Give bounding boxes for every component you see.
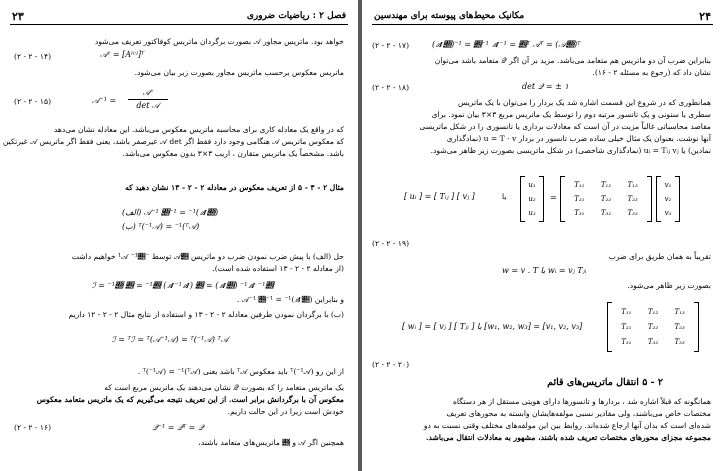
equals-sign: = bbox=[550, 193, 557, 202]
matrix-entry: T₂₂ bbox=[647, 322, 659, 331]
equation-w-vT: w = v . T یا wᵢ = vⱼ Tⱼᵢ bbox=[502, 266, 587, 275]
equation-number: (۲ - ۲ - ۲۰) bbox=[372, 360, 410, 369]
left-page bbox=[0, 0, 358, 471]
text-line: یک ماتریس متعامد را که بصورت 𝒬 نشان می‌دهند یک ماتریس مربع است که bbox=[104, 383, 344, 392]
page-number: ۲۳ bbox=[12, 10, 24, 23]
matrix-right-bracket bbox=[539, 176, 544, 222]
matrix-entry: T₂₂ bbox=[600, 195, 612, 203]
equation-17: (𝒜𝒝)⁻¹ = 𝒝⁻¹ 𝒜⁻¹ = 𝒝ᵀ 𝒜ᵀ = (𝒜𝒝)ᵀ bbox=[432, 40, 581, 49]
text-line: مختصات خاص می‌باشند، ولی مقادیر نسبی مولفه‌هایشان وابسته به محورهای تعریف bbox=[446, 409, 711, 418]
chapter-title: فصل ۲ : ریاضیات ضروری bbox=[246, 11, 346, 21]
text-line: باشد. مشخصاً یک ماتریس متقارن ، اریب ۳×۳ بدون معکوس می‌باشد. bbox=[122, 149, 344, 158]
equation-adjugate: 𝒜ᶜ = [A⁽ᶜ⁾]ᵀ bbox=[100, 50, 145, 59]
matrix-entries bbox=[662, 178, 674, 220]
matrix-entry: T₃₃ bbox=[674, 338, 685, 347]
fraction-denominator: det 𝒜 bbox=[136, 101, 160, 110]
matrix-entry: T₂₃ bbox=[674, 322, 685, 331]
matrix-left-bracket bbox=[560, 176, 565, 222]
matrix-entry: T₃₂ bbox=[647, 338, 659, 347]
text-line: که در واقع یک معادله کاری برای محاسبه ماتریس معکوس می‌باشد. این معادله نشان می‌دهد bbox=[53, 125, 344, 134]
matrix-entries bbox=[526, 178, 538, 220]
equation-inverse-fraction bbox=[128, 88, 168, 111]
equation-18: det 𝒬 = ± ۱ bbox=[522, 82, 569, 91]
equation-number: (۲ - ۲ - ۱۷) bbox=[372, 41, 410, 50]
text-line: معکوس آن با برگردانش برابر است. از این تعریف نتیجه می‌گیریم که یک ماتریس متعامد معکوس bbox=[36, 395, 344, 404]
equation-number: (۲ - ۲ - ۱۶) bbox=[14, 423, 52, 432]
fraction-bar bbox=[128, 99, 168, 100]
matrix-entry: T₁₁ bbox=[621, 307, 632, 316]
right-page bbox=[362, 0, 723, 471]
matrix-entry: T₁₂ bbox=[600, 181, 612, 189]
matrix-entry: T₁₃ bbox=[674, 307, 685, 316]
text-line: آنها نوشت. بعنوان یک مثال خیلی ساده ضرب تانسور در بردار u = T · v (نمادگذاری bbox=[446, 134, 711, 143]
page-header bbox=[10, 10, 348, 25]
matrix-entry: T₃₁ bbox=[621, 338, 632, 347]
text-line: نشان داد که (رجوع به مسئله ۲ - ۱۶). bbox=[592, 68, 711, 77]
text-line: حل (الف) با پیش ضرب نمودن ضرب دو ماتریس 𝒜𝒝 توسط ⁻¹𝒜 ⁻¹𝒝 خواهیم داشت bbox=[71, 252, 344, 261]
matrix-entry: T₁₂ bbox=[647, 307, 659, 316]
text-line: خواهد بود. ماتریس مجاور 𝒜 بصورت برگردان ماتریس کوفاکتور تعریف می‌شود bbox=[94, 37, 344, 46]
matrix-entry: T₃₁ bbox=[574, 209, 585, 217]
matrix-entry: T₂₁ bbox=[574, 195, 585, 203]
matrix-entries bbox=[613, 304, 693, 350]
matrix-equation-lhs: [ uᵢ ] = [ Tᵢⱼ ] [ vⱼ ] bbox=[404, 192, 475, 201]
matrix-entries bbox=[566, 178, 646, 220]
text-line: همانطوری که در شروع این قسمت اشاره شد یک بردار را می‌توان با یک ماتریس bbox=[458, 98, 711, 107]
text-line: بصورت زیر ظاهر می‌شود. bbox=[627, 281, 711, 290]
equation-orthogonal: 𝒬⁻¹ = 𝒬ᵀ = 𝒬 bbox=[152, 423, 204, 432]
text-line: تقریباً به همان طریق برای ضرب bbox=[608, 252, 711, 261]
matrix-entry: u₁ bbox=[528, 181, 536, 189]
matrix-entry: u₂ bbox=[528, 195, 536, 203]
text-line: مجموعه مجزای محورهای مختصات تعریف شده باشند، مشهور به معادلات انتقال می‌باشد. bbox=[425, 433, 711, 442]
matrix-entry: T₃₃ bbox=[627, 209, 638, 217]
v-column-vector bbox=[656, 176, 680, 222]
example-part-a: (الف) 𝒜⁻¹ 𝒝⁻¹ = ⁻¹(𝒜𝒝) bbox=[122, 208, 219, 217]
text-line: همانگونه که قبلاً اشاره شد ، بردارها و تانسورها دارای هویتی مستقل از هر دستگاه bbox=[452, 397, 711, 406]
equation-number: (۲ - ۲ - ۱۹) bbox=[372, 239, 410, 248]
text-line: مقاصد محاسباتی غالباً مزیت در آن است که معادلات برداری یا تانسوری را در شکل ماتریسی bbox=[419, 122, 711, 131]
text-line: شده‌ای است که بدان آنها ارجاع شده‌اند. روابط بین این مولفه‌های مختلف وقتی نسبت به دو bbox=[423, 421, 711, 430]
text-line: (ب) با برگردان نمودن طرفین معادله ۲ - ۲ - ۱۳ و استفاده از نتایج مثال ۲ - ۲ - ۱۲ داریم bbox=[68, 310, 344, 319]
equation-number: (۲ - ۲ - ۱۸) bbox=[372, 83, 410, 92]
matrix-equation-lhs: [ wᵢ ] = [ vⱼ ] [ Tⱼᵢ ] یا [w₁, w₂, w₃] = [v₁, v₂, v₃] bbox=[402, 322, 583, 331]
equation-number: (۲ - ۲ - ۱۴) bbox=[14, 52, 52, 61]
matrix-left-bracket bbox=[520, 176, 525, 222]
text-line: همچنین اگر 𝒜 و 𝒝 ماتریس‌های متعامد باشند، bbox=[198, 438, 344, 447]
matrix-entry: T₂₁ bbox=[621, 322, 632, 331]
text-line: سطری یا ستونی و یک تانسور مرتبه دوم را توسط یک ماتریس مربع ۳×۳ بیان نمود. برای bbox=[431, 110, 711, 119]
section-heading: ۲ - ۵ انتقال ماتریس‌های قائم bbox=[547, 377, 663, 388]
tensor-matrix bbox=[560, 176, 652, 222]
page-header bbox=[372, 10, 713, 25]
matrix-entry: T₂₃ bbox=[627, 195, 638, 203]
text-line: نمادین) یا uᵢ = Tᵢⱼ vⱼ (نمادگذاری شاخصی) در شکل ماتریسی بصورت زیر ظاهر می‌شود. bbox=[430, 146, 711, 155]
fraction-numerator: 𝒜ᶜ bbox=[142, 88, 154, 97]
equation-inverse-lhs: 𝒜⁻¹ = bbox=[92, 96, 117, 105]
matrix-entry: v₂ bbox=[664, 195, 672, 203]
text-line: ماتریس معکوس برحسب ماتریس مجاور بصورت زیر بیان می‌شود. bbox=[134, 68, 344, 77]
matrix-entry: u₃ bbox=[528, 209, 536, 217]
matrix-entry: T₁₁ bbox=[574, 181, 585, 189]
u-column-vector bbox=[520, 176, 544, 222]
text-line: از این رو ᵀ(⁻¹𝒜) باید معکوس ᵀ𝒜 باشد یعنی ᵀ(⁻¹𝒜) = ⁻¹(ᵀ𝒜) . bbox=[137, 367, 344, 376]
text-line: خودش است زیرا در این حالت داریم. bbox=[227, 407, 344, 416]
text-line: و بنابراین 𝒜⁻¹ 𝒝⁻¹ = ⁻¹(𝒜𝒝) . bbox=[236, 295, 344, 304]
matrix-entry: v₃ bbox=[664, 209, 672, 217]
example-title: مثال ۲ - ۳ - ۵ از تعریف معکوس در معادله ۲ - ۲ - ۱۳ نشان دهید که bbox=[125, 183, 344, 192]
page-number: ۲۴ bbox=[699, 10, 711, 23]
matrix-right-bracket bbox=[694, 302, 699, 352]
tensor-matrix bbox=[607, 302, 699, 352]
book-title: مکانیک محیط‌های پیوسته برای مهندسین bbox=[374, 11, 525, 21]
solution-equation: ℐ = ⁻¹𝒝 𝒝 = ⁻¹𝒝 (𝒜⁻¹𝒜) 𝒝 = (𝒜𝒝) ⁻¹𝒜 ⁻¹𝒝 bbox=[92, 281, 274, 290]
matrix-right-bracket bbox=[675, 176, 680, 222]
matrix-left-bracket bbox=[607, 302, 612, 352]
solution-equation: ℐ = ᵀℐ = ᵀ(𝒜⁻¹𝒜) = ᵀ(⁻¹𝒜) ᵀ𝒜 bbox=[112, 335, 229, 344]
matrix-entry: v₁ bbox=[664, 181, 672, 189]
text-line: بنابراین ضرب آن دو ماتریس هم متعامد می‌باشد. مزید بر آن اگر 𝒬 متعامد باشد می‌توان bbox=[434, 56, 711, 65]
matrix-entry: T₃₂ bbox=[600, 209, 612, 217]
matrix-left-bracket bbox=[656, 176, 661, 222]
example-part-b: (ب) ᵀ(⁻¹𝒜) = ⁻¹(ᵀ𝒜) bbox=[122, 222, 200, 231]
equation-number: (۲ - ۲ - ۱۵) bbox=[14, 97, 52, 106]
text-line: (از معادله ۲ - ۲ - ۱۳ استفاده شده است). bbox=[212, 264, 344, 273]
matrix-entry: T₁₃ bbox=[627, 181, 638, 189]
text-line: که معکوس ماتریس 𝒜 هنگامی وجود دارد فقط اگر 𝒜 det غیرصفر باشد، یعنی فقط اگر ماتریس 𝒜 غیرتکین bbox=[2, 137, 344, 146]
matrix-or-word: یا bbox=[502, 192, 507, 201]
matrix-right-bracket bbox=[647, 176, 652, 222]
